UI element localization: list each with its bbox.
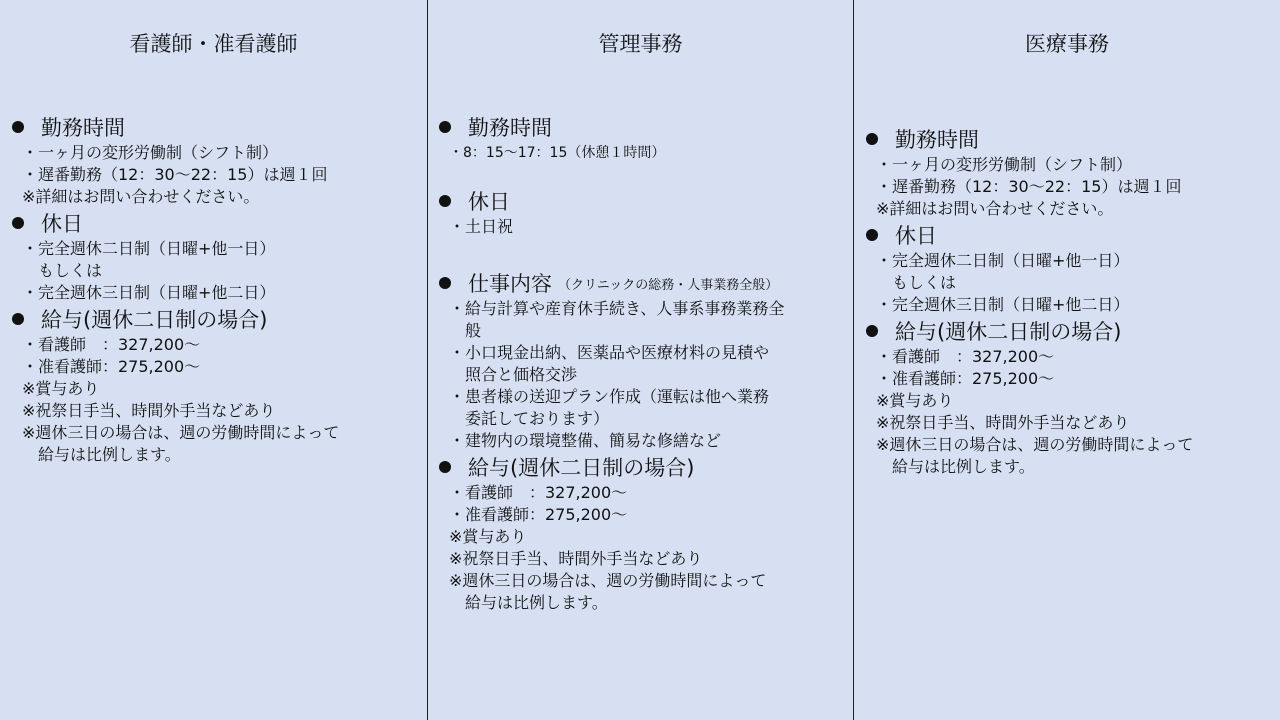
text-line: ※週休三日の場合は、週の労働時間によって — [449, 571, 767, 590]
column-nurse — [0, 0, 427, 720]
bullet-icon — [12, 313, 24, 325]
bullet-icon — [439, 461, 451, 473]
text-line: もしくは — [876, 273, 957, 292]
text-line: ・給与計算や産育休手続き、人事系事務業務全 — [449, 299, 785, 318]
text-line: ・看護師 ：327,200〜 — [22, 335, 201, 354]
text-line: ※週休三日の場合は、週の労働時間によって — [22, 423, 340, 442]
text-line: ・一ヶ月の変形労働制（シフト制） — [22, 143, 279, 162]
section-heading: 給与(週休二日制の場合) — [10, 304, 427, 334]
column-title: 管理事務 — [598, 32, 683, 56]
section-heading: 給与(週休二日制の場合) — [864, 316, 1280, 346]
section-heading: 休日 — [864, 220, 1280, 250]
text-line: ・看護師 ：327,200〜 — [876, 347, 1055, 366]
text-line: ・准看護師：275,200〜 — [876, 369, 1055, 388]
text-line: ※祝祭日手当、時間外手当などあり — [22, 401, 276, 420]
text-line: 照合と価格交渉 — [449, 365, 578, 384]
text-line: ・土日祝 — [449, 217, 514, 236]
text-line: ※祝祭日手当、時間外手当などあり — [449, 549, 703, 568]
text-line: ・8：15〜17：15（休憩１時間） — [449, 145, 666, 161]
bullet-icon — [439, 277, 451, 289]
text-line: ・小口現金出納、医薬品や医療材料の見積や — [449, 343, 770, 362]
text-line: ※賞与あり — [876, 391, 954, 410]
column-title: 看護師・准看護師 — [129, 32, 298, 56]
text-line: ※詳細はお問い合わせください。 — [22, 187, 260, 206]
column-medical-office — [854, 0, 1280, 720]
text-line: ・患者様の送迎プラン作成（運転は他へ業務 — [449, 387, 770, 406]
text-line: ・遅番勤務（12：30〜22：15）は週１回 — [876, 177, 1182, 196]
section-heading: 休日 — [10, 208, 427, 238]
text-line: ※賞与あり — [449, 527, 527, 546]
section-heading: 勤務時間 — [10, 112, 427, 142]
text-line: ・建物内の環境整備、簡易な修繕など — [449, 431, 722, 450]
text-line: 般 — [449, 321, 482, 340]
section-note: （クリニックの総務・人事業務全般） — [558, 277, 779, 293]
bullet-icon — [439, 195, 451, 207]
section-heading: 休日 — [437, 186, 854, 216]
section-heading: 仕事内容 （クリニックの総務・人事業務全般） — [437, 268, 854, 298]
text-line: ・一ヶ月の変形労働制（シフト制） — [876, 155, 1133, 174]
text-line: ・完全週休二日制（日曜+他一日） — [876, 251, 1130, 270]
text-line: ・准看護師：275,200〜 — [449, 505, 628, 524]
bullet-icon — [12, 121, 24, 133]
column-admin — [427, 0, 854, 720]
text-line: ※詳細はお問い合わせください。 — [876, 199, 1114, 218]
section-heading: 勤務時間 — [437, 112, 854, 142]
text-line: ・完全週休三日制（日曜+他二日） — [22, 283, 276, 302]
text-line: ・准看護師：275,200〜 — [22, 357, 201, 376]
text-line: ・看護師 ：327,200〜 — [449, 483, 628, 502]
text-line: 給与は比例します。 — [876, 457, 1035, 476]
text-line: ※祝祭日手当、時間外手当などあり — [876, 413, 1130, 432]
bullet-icon — [866, 229, 878, 241]
bullet-icon — [439, 121, 451, 133]
text-line: ・完全週休三日制（日曜+他二日） — [876, 295, 1130, 314]
section-heading: 給与(週休二日制の場合) — [437, 452, 854, 482]
text-line: ・完全週休二日制（日曜+他一日） — [22, 239, 276, 258]
section-list — [10, 112, 427, 466]
section-list — [437, 112, 854, 614]
bullet-icon — [866, 133, 878, 145]
column-title: 医療事務 — [1025, 32, 1109, 56]
text-line: もしくは — [22, 261, 103, 280]
bullet-icon — [12, 217, 24, 229]
bullet-icon — [866, 325, 878, 337]
text-line: 委託しております） — [449, 409, 610, 428]
text-line: ・遅番勤務（12：30〜22：15）は週１回 — [22, 165, 328, 184]
section-heading: 勤務時間 — [864, 124, 1280, 154]
text-line: ※週休三日の場合は、週の労働時間によって — [876, 435, 1194, 454]
text-line: 給与は比例します。 — [22, 445, 181, 464]
text-line: 給与は比例します。 — [449, 593, 608, 612]
text-line: ※賞与あり — [22, 379, 100, 398]
section-list — [864, 124, 1280, 478]
